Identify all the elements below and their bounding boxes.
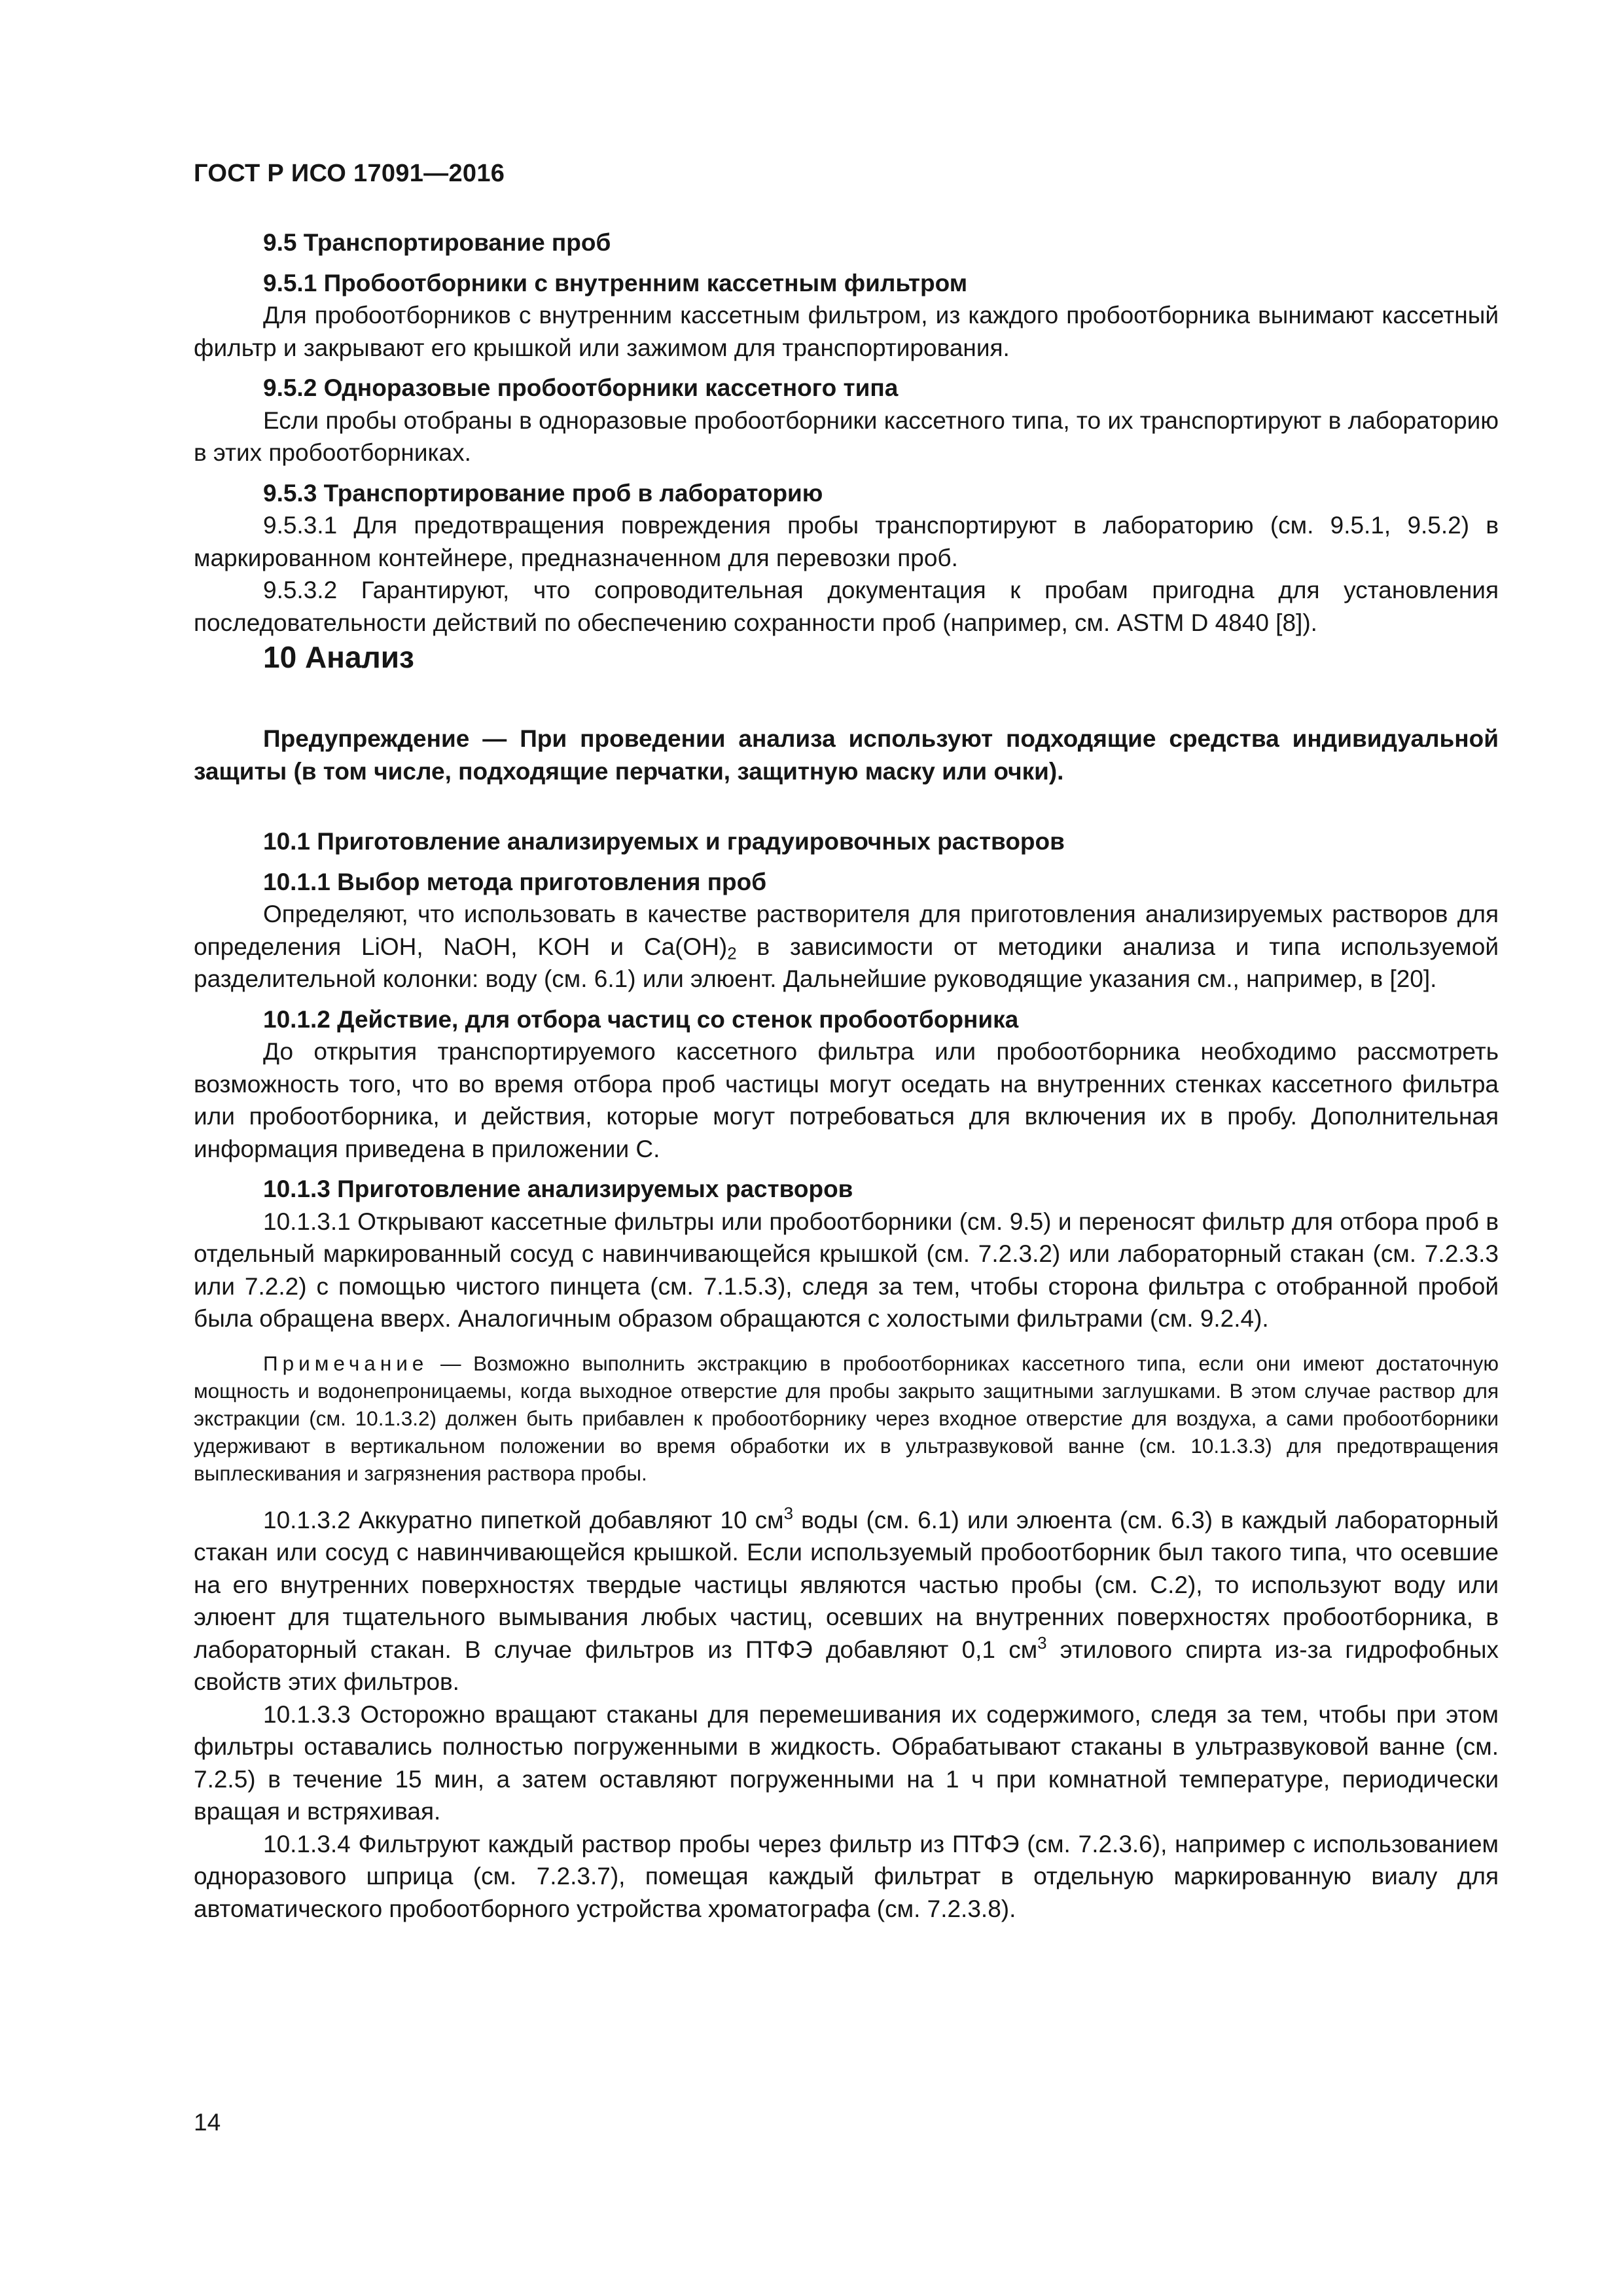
superscript: 3: [783, 1504, 793, 1523]
paragraph-text: этилового спирта из-за гидрофобных свойств этих фильтров.: [194, 1636, 1499, 1695]
paragraph-10-1-3-3: 10.1.3.3 Осторожно вращают стаканы для перемешивания их содержимого, следя за тем, чтобы при этом фильтры оставались полностью погруженными в жидкость. Обрабатывают стаканы в ультразвуковой ванне (см. 7.2.5) в течение 15 мин, а затем оставляют погруженными на 1 ч при комнатной температуре, периодически вращая и встряхивая.: [194, 1700, 1499, 1825]
note-label: Примечание: [263, 1351, 429, 1375]
heading-9-5-1: 9.5.1 Пробоотборники с внутренним кассетным фильтром: [263, 269, 968, 296]
heading-10-1-3: 10.1.3 Приготовление анализируемых растворов: [263, 1175, 853, 1202]
paragraph-text: Определяют, что использовать в качестве растворителя для приготовления анализируемых растворов для определения LiOH, NaOH, KOH и Ca(OH): [194, 901, 1499, 960]
heading-9-5-3: 9.5.3 Транспортирование проб в лабораторию: [263, 479, 823, 507]
note-paragraph: [194, 1350, 1499, 1487]
page-number: 14: [194, 2109, 221, 2136]
heading-9-5-2: 9.5.2 Одноразовые пробоотборники кассетного типа: [263, 374, 899, 401]
heading-10: 10 Анализ: [263, 640, 414, 674]
paragraph-10-1-1: [194, 898, 1499, 996]
paragraph-9-5-1: Для пробоотборников с внутренним кассетным фильтром, из каждого пробоотборника вынимают кассетный фильтр и закрывают его крышкой или зажимом для транспортирования.: [194, 302, 1499, 361]
warning-paragraph: Предупреждение — При проведении анализа используют подходящие средства индивидуальной защиты (в том числе, подходящие перчатки, защитную маску или очки).: [194, 725, 1499, 785]
heading-9-5: 9.5 Транспортирование проб: [263, 229, 611, 256]
paragraph-10-1-2: До открытия транспортируемого кассетного фильтра или пробоотборника необходимо рассмотреть возможность того, что во время отбора проб частицы могут оседать на внутренних стенках кассетного фильтра или пробоотборника, и действия, которые могут потребоваться для включения их в пробу. Дополнительная информация приведена в приложении С.: [194, 1038, 1499, 1162]
paragraph-10-1-3-4: 10.1.3.4 Фильтруют каждый раствор пробы через фильтр из ПТФЭ (см. 7.2.3.6), например с использованием одноразового шприца (см. 7.2.3.7), помещая каждый фильтрат в отдельную маркированную виалу для автоматического пробоотборного устройства хроматографа (см. 7.2.3.8).: [194, 1830, 1499, 1922]
heading-10-1-1: 10.1.1 Выбор метода приготовления проб: [263, 868, 767, 895]
paragraph-9-5-3-1: 9.5.3.1 Для предотвращения повреждения пробы транспортируют в лабораторию (см. 9.5.1, 9.5.2) в маркированном контейнере, предназначенном для перевозки проб.: [194, 512, 1499, 571]
paragraph-10-1-3-1: 10.1.3.1 Открывают кассетные фильтры или пробоотборники (см. 9.5) и переносят фильтр для отбора проб в отдельный маркированный сосуд с навинчивающейся крышкой (см. 7.2.3.2) или лабораторный стакан (см. 7.2.3.3 или 7.2.2) с помощью чистого пинцета (см. 7.1.5.3), следя за тем, чтобы сторона фильтра с отобранной пробой была обращена вверх. Аналогичным образом обращаются с холостыми фильтрами (см. 9.2.4).: [194, 1208, 1499, 1332]
paragraph-9-5-2: Если пробы отобраны в одноразовые пробоотборники кассетного типа, то их транспортируют в лабораторию в этих пробоотборниках.: [194, 406, 1499, 466]
note-text: — Возможно выполнить экстракцию в пробоотборниках кассетного типа, если они имеют достаточную мощность и водонепроницаемы, когда выходное отверстие для пробы закрыто защитными заглушками. В этом случае раствор для экстракции (см. 10.1.3.2) должен быть прибавлен к пробоотборнику через входное отверстие для воздуха, а сами пробоотборники удерживают в вертикальном положении во время обработки их в ультразвуковой ванне (см. 10.1.3.3) для предотвращения выплескивания и загрязнения раствора пробы.: [194, 1351, 1499, 1485]
paragraph-10-1-3-2: [194, 1504, 1499, 1698]
paragraph-text: 10.1.3.2 Аккуратно пипеткой добавляют 10 см: [263, 1506, 784, 1534]
document-header: ГОСТ Р ИСО 17091—2016: [194, 160, 505, 187]
heading-10-1: 10.1 Приготовление анализируемых и градуировочных растворов: [263, 828, 1065, 855]
paragraph-text: в зависимости от методики анализа и типа используемой разделительной колонки: воду (см. 6.1) или элюент. Дальнейшие руководящие указания см., например, в [20].: [194, 933, 1499, 992]
paragraph-9-5-3-2: 9.5.3.2 Гарантируют, что сопроводительная документация к пробам пригодна для установления последовательности действий по обеспечению сохранности проб (например, см. ASTM D 4840 [8]).: [194, 577, 1499, 636]
subscript: 2: [727, 944, 737, 963]
paragraph-text: воды (см. 6.1) или элюента (см. 6.3) в каждый лабораторный стакан или сосуд с навинчивающейся крышкой. Если используемый пробоотборник был такого типа, что осевшие на его внутренних поверхностях твердые частицы являются частью пробы (см. С.2), то используют воду или элюент для тщательного вымывания любых частиц, осевших на внутренних поверхностях пробоотборника, в лабораторный стакан. В случае фильтров из ПТФЭ добавляют 0,1 см: [194, 1506, 1499, 1663]
superscript: 3: [1037, 1634, 1047, 1653]
heading-10-1-2: 10.1.2 Действие, для отбора частиц со стенок пробоотборника: [263, 1005, 1019, 1033]
document-body: [194, 226, 1499, 1925]
